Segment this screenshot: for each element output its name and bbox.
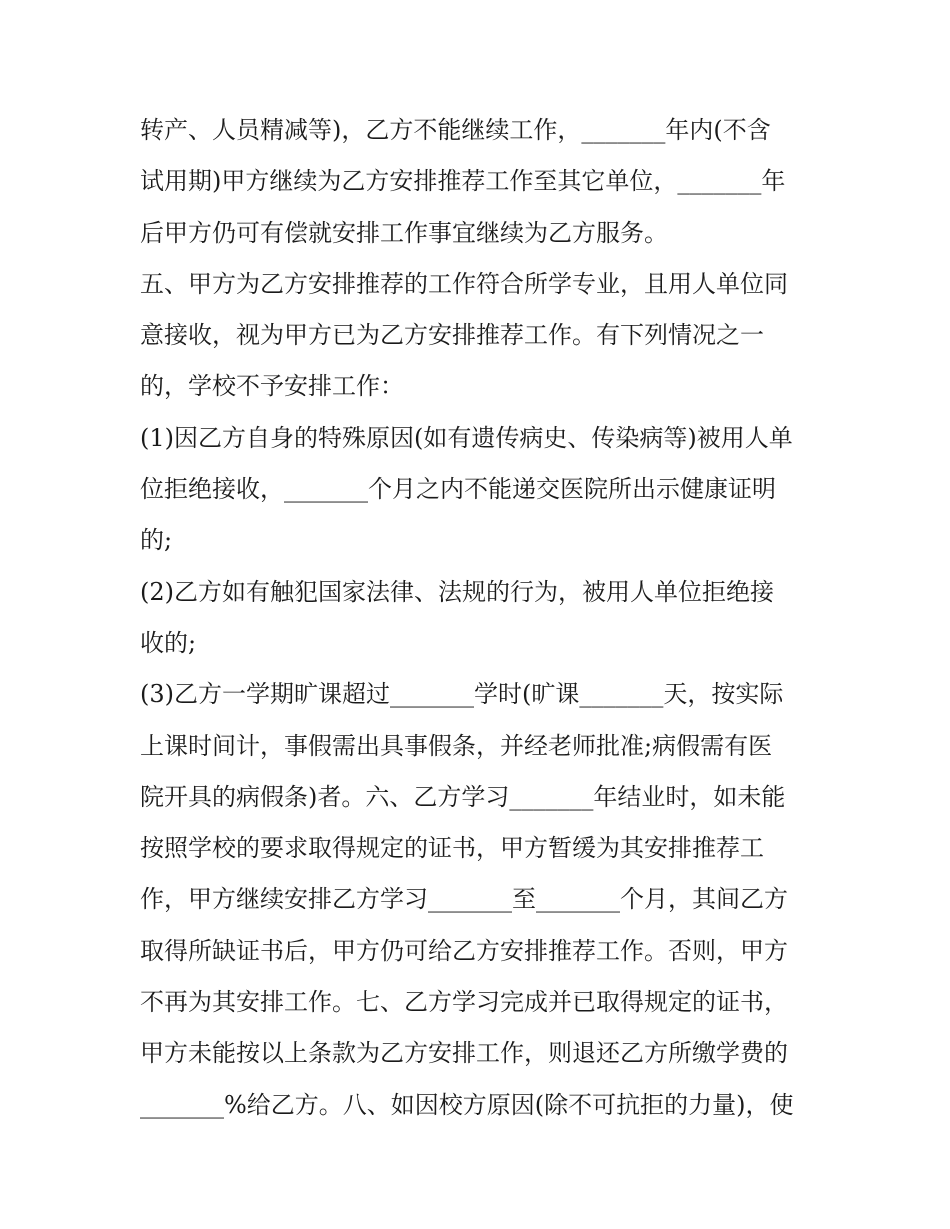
- text-line: _______%给乙方。八、如因校方原因(除不可抗拒的力量)，使: [140, 1090, 794, 1119]
- text-line: 收的;: [140, 628, 197, 657]
- text-line: 按照学校的要求取得规定的证书，甲方暂缓为其安排推荐工: [140, 834, 764, 863]
- text-line: (1)因乙方自身的特殊原因(如有遗传病史、传染病等)被用人单: [140, 423, 793, 452]
- text-line: 院开具的病假条)者。六、乙方学习_______年结业时，如未能: [140, 782, 786, 811]
- text-line: 位拒绝接收，_______个月之内不能递交医院所出示健康证明: [140, 475, 776, 504]
- text-line: (3)乙方一学期旷课超过_______学时(旷课_______天，按实际: [140, 680, 784, 709]
- contract-text-body: [140, 105, 830, 1131]
- text-line: 五、甲方为乙方安排推荐的工作符合所学专业，且用人单位同: [140, 269, 788, 298]
- text-line: 后甲方仍可有偿就安排工作事宜继续为乙方服务。: [140, 218, 668, 247]
- text-line: 上课时间计，事假需出具事假条，并经老师批准;病假需有医: [140, 731, 773, 760]
- text-line: 的，学校不予安排工作：: [140, 372, 404, 401]
- text-line: 不再为其安排工作。七、乙方学习完成并已取得规定的证书，: [140, 988, 788, 1017]
- text-line: 甲方未能按以上条款为乙方安排工作，则退还乙方所缴学费的: [140, 1039, 788, 1068]
- text-line: 取得所缺证书后，甲方仍可给乙方安排推荐工作。否则，甲方: [140, 936, 788, 965]
- text-line: 作，甲方继续安排乙方学习_______至_______个月，其间乙方: [140, 885, 788, 914]
- text-line: 试用期)甲方继续为乙方安排推荐工作至其它单位，_______年: [140, 167, 786, 196]
- text-line: (2)乙方如有触犯国家法律、法规的行为，被用人单位拒绝接: [140, 577, 774, 606]
- text-line: 意接收，视为甲方已为乙方安排推荐工作。有下列情况之一: [140, 321, 764, 350]
- text-line: 的;: [140, 526, 173, 555]
- text-line: 转产、人员精减等)，乙方不能继续工作，_______年内(不含: [140, 116, 771, 144]
